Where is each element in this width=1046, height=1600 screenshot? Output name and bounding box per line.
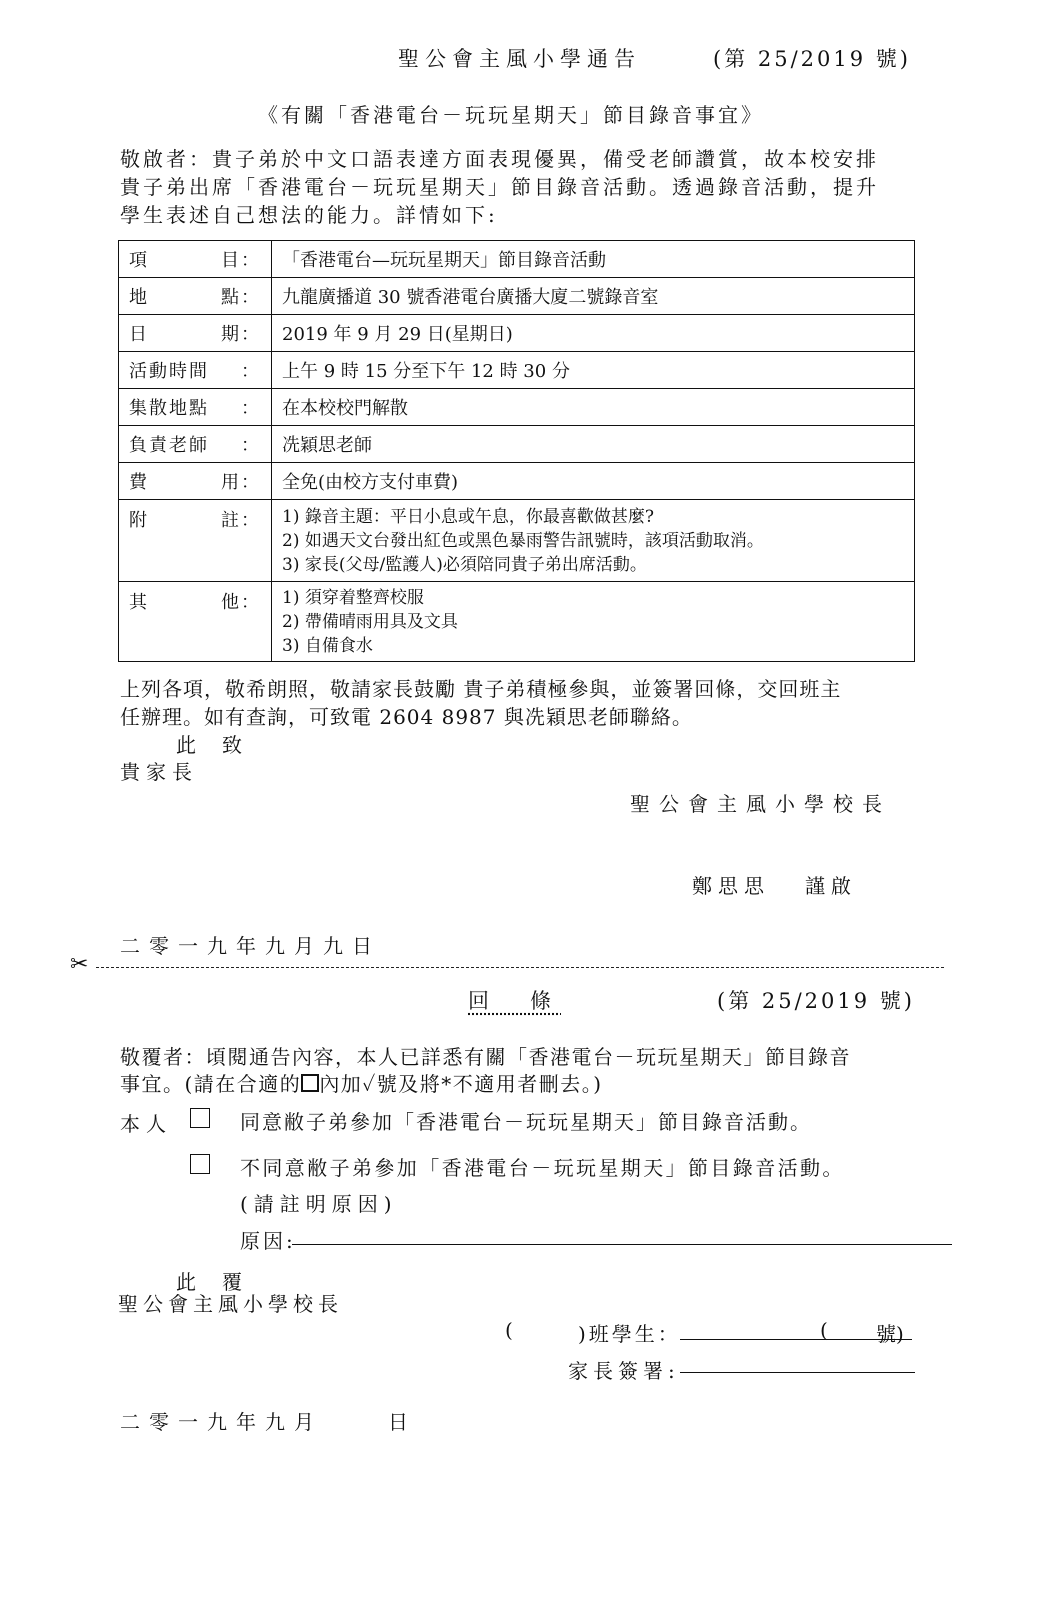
notice-subtitle: 《有關「香港電台－玩玩星期天」節目錄音事宜》 [258, 103, 764, 127]
reason-label: 原因: [240, 1229, 296, 1253]
sender: 聖公會主風小學校長 [630, 792, 891, 816]
row-label: 日 [129, 324, 149, 345]
table-row [119, 500, 915, 582]
row-value-list [272, 582, 915, 662]
row-label-colon: 期： [221, 324, 261, 345]
reply-date: 二零一九年九月 [120, 1410, 323, 1434]
cut-line [96, 967, 944, 968]
addressee: 貴家長 [120, 760, 198, 784]
row-value-list [272, 500, 915, 582]
notice-closing [120, 675, 841, 731]
row-label: 負責老師 [129, 435, 209, 456]
reply-intro-line2 [120, 1068, 603, 1097]
list-item: 2) 帶備晴雨用具及文具 [282, 611, 458, 632]
row-label-colon: 用： [221, 472, 261, 493]
reply-title: 回 條 [468, 989, 561, 1013]
details-table [118, 240, 915, 662]
row-label: 集散地點 [129, 398, 209, 419]
row-label-colon: ： [241, 361, 261, 382]
disagree-checkbox[interactable] [190, 1154, 210, 1174]
intro-line: 敬啟者：貴子弟於中文口語表達方面表現優異，備受老師讚賞，故本校安排 [120, 147, 879, 171]
agree-checkbox[interactable] [190, 1108, 210, 1128]
class-open-paren: ( [505, 1318, 513, 1342]
intro-text: 號及將*不適用者刪去。) [376, 1072, 603, 1096]
row-label: 其 [129, 592, 149, 613]
row-label: 附 [129, 510, 149, 531]
row-value: 「香港電台—玩玩星期天」節目錄音活動 [272, 241, 915, 278]
intro-text: 內加 [319, 1072, 363, 1096]
principal-name: 鄭思思 [692, 874, 770, 898]
table-row [119, 278, 915, 315]
reply-intro-line: 敬覆者：頃閱通告內容，本人已詳悉有關「香港電台－玩玩星期天」節目錄音 [120, 1045, 851, 1069]
row-label: 地 [129, 287, 149, 308]
intro-line: 貴子弟出席「香港電台－玩玩星期天」節目錄音活動。透過錄音活動，提升 [120, 175, 879, 199]
closing-line: 上列各項，敬希朗照，敬請家長鼓勵 貴子弟積極參與，並簽署回條，交回班主 [120, 677, 842, 701]
agree-label: 同意敝子弟參加「香港電台－玩玩星期天」節目錄音活動。 [240, 1110, 812, 1134]
row-value: 冼穎思老師 [272, 426, 915, 463]
checkbox-icon [301, 1074, 319, 1092]
table-row [119, 352, 915, 389]
notice-intro [120, 145, 879, 229]
reply-number: (第 25/2019 號) [717, 989, 915, 1013]
reply-day: 日 [388, 1410, 408, 1434]
table-row [119, 315, 915, 352]
respect-closing: 謹啟 [805, 874, 857, 898]
row-label-colon: ： [241, 398, 261, 419]
class-label: )班學生： [578, 1322, 681, 1346]
list-item: 1) 錄音主題：平日小息或午息，你最喜歡做甚麼? [282, 506, 654, 527]
reason-input-line[interactable] [292, 1244, 952, 1245]
list-item: 3) 家長(父母/監護人)必須陪同貴子弟出席活動。 [282, 554, 647, 575]
closing-line: 任辦理。如有查詢，可致電 2604 8987 與冼穎思老師聯絡。 [120, 705, 693, 729]
table-row [119, 582, 915, 662]
row-label: 活動時間 [129, 361, 209, 382]
row-value: 在本校校門解散 [272, 389, 915, 426]
scissors-icon: ✂ [70, 952, 89, 977]
notice-date: 二零一九年九月九日 [120, 934, 381, 958]
row-label-colon: 他： [221, 592, 261, 613]
intro-line: 學生表述自己想法的能力。詳情如下: [120, 203, 498, 227]
parent-sign-line[interactable] [680, 1372, 915, 1373]
list-item: 1) 須穿着整齊校服 [282, 587, 424, 608]
row-label-colon: 點： [221, 287, 261, 308]
class-no-label: 號) [876, 1322, 904, 1346]
row-value: 上午 9 時 15 分至下午 12 時 30 分 [272, 352, 915, 389]
intro-text: 事宜。(請在合適的 [120, 1072, 302, 1096]
row-label: 項 [129, 250, 149, 271]
notice-title: 聖公會主風小學通告 [398, 47, 641, 71]
table-row [119, 389, 915, 426]
row-label-colon: ： [241, 435, 261, 456]
self-label: 本人 [120, 1112, 172, 1136]
row-value: 九龍廣播道 30 號香港電台廣播大廈二號錄音室 [272, 278, 915, 315]
class-no-open: ( [820, 1318, 828, 1342]
row-value: 全免(由校方支付車費) [272, 463, 915, 500]
table-row [119, 426, 915, 463]
list-item: 3) 自備食水 [282, 635, 373, 656]
ci-zhi: 此 致 [176, 733, 245, 757]
row-label: 費 [129, 472, 149, 493]
row-label-colon: 目： [221, 250, 261, 271]
check-mark-icon: ✓ [362, 1072, 377, 1096]
list-item: 2) 如遇天文台發出紅色或黑色暴雨警告訊號時，該項活動取消。 [282, 530, 764, 551]
parent-sign-label: 家長簽署: [568, 1359, 680, 1383]
table-row [119, 241, 915, 278]
reason-note: (請註明原因) [240, 1192, 398, 1216]
row-value: 2019 年 9 月 29 日(星期日) [272, 315, 915, 352]
row-label-colon: 註： [221, 510, 261, 531]
notice-number: (第 25/2019 號) [713, 47, 911, 71]
disagree-label: 不同意敝子弟參加「香港電台－玩玩星期天」節目錄音活動。 [240, 1156, 845, 1180]
ci-fu: 此 覆 [176, 1270, 245, 1294]
reply-to: 聖公會主風小學校長 [118, 1292, 343, 1316]
table-row [119, 463, 915, 500]
